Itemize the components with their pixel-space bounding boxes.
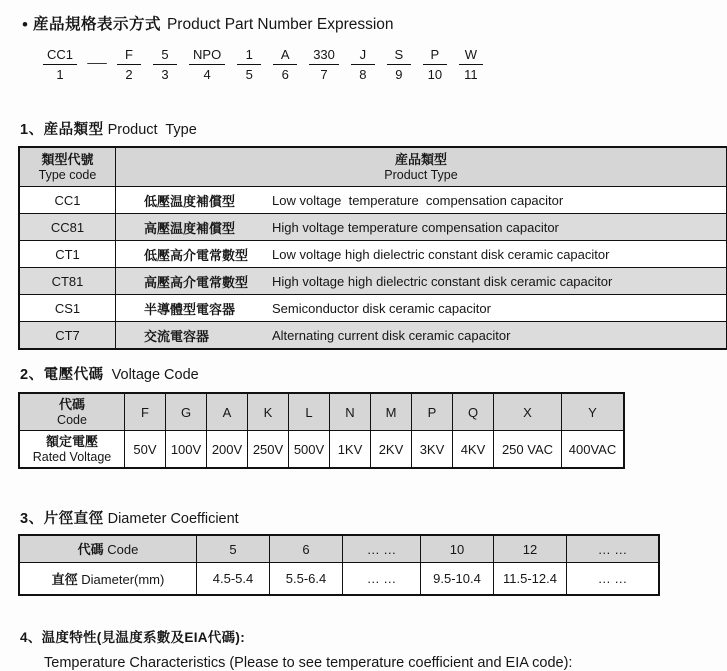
section1-heading bbox=[20, 118, 727, 139]
section1-heading-en: Product Type bbox=[103, 122, 197, 138]
voltage-code-cell: X bbox=[494, 393, 562, 431]
table-row bbox=[20, 187, 726, 214]
part-number-segment bbox=[381, 47, 417, 82]
voltage-code-cell: Y bbox=[562, 393, 625, 431]
diameter-code-cell: 10 bbox=[421, 535, 494, 563]
page-title-en: Product Part Number Expression bbox=[166, 16, 394, 33]
rated-voltage-cell: 50V bbox=[125, 431, 166, 469]
segment-code: F bbox=[117, 47, 141, 65]
segment-code: A bbox=[273, 47, 297, 65]
segment-position-number: 5 bbox=[245, 67, 253, 82]
diameter-value-cell: … … bbox=[567, 563, 660, 596]
voltage-code-cell: F bbox=[125, 393, 166, 431]
type-name-zh-cell: 高壓高介電常數型 bbox=[144, 274, 249, 290]
part-number-segment bbox=[37, 47, 83, 82]
diameter-code-header-row bbox=[19, 535, 659, 563]
part-number-segment bbox=[345, 47, 381, 82]
rated-voltage-cell: 1KV bbox=[330, 431, 371, 469]
type-code-cell: CC1 bbox=[20, 187, 116, 213]
table-row bbox=[20, 214, 726, 241]
rated-voltage-row bbox=[19, 431, 624, 469]
type-code-cell: CS1 bbox=[20, 295, 116, 321]
segment-position-number: 9 bbox=[395, 67, 403, 82]
part-number-segment bbox=[183, 47, 231, 82]
type-name-en-cell: High voltage temperature compensation capacitor bbox=[272, 219, 559, 235]
segment-position-number: 4 bbox=[203, 67, 211, 82]
segment-code: J bbox=[351, 47, 375, 65]
diameter-code-cell: … … bbox=[343, 535, 421, 563]
section2-heading-en: Voltage Code bbox=[103, 367, 199, 383]
section4-english-line: Temperature Characteristics (Please to see temperature coefficient and EIA code): bbox=[44, 655, 573, 671]
product-type-table bbox=[18, 146, 727, 350]
segment-position-number: 6 bbox=[281, 67, 289, 82]
bullet-icon: • bbox=[22, 15, 28, 34]
type-name-zh-cell: 高壓温度補償型 bbox=[144, 220, 236, 236]
type-name-zh-cell: 交流電容器 bbox=[144, 328, 210, 344]
type-name-zh-cell: 半導體型電容器 bbox=[144, 301, 236, 317]
section3-heading-zh: 3、片徑直徑 bbox=[20, 511, 104, 527]
table-row bbox=[20, 241, 726, 268]
voltage-code-cell: K bbox=[248, 393, 289, 431]
table-row bbox=[20, 322, 726, 348]
section3-heading bbox=[20, 507, 727, 528]
rated-voltage-cell: 250 VAC bbox=[494, 431, 562, 469]
diameter-code-cell: 12 bbox=[494, 535, 567, 563]
product-type-table-header bbox=[20, 148, 726, 187]
section3-heading-en: Diameter Coefficient bbox=[103, 511, 239, 527]
segment-position-number: 7 bbox=[320, 67, 328, 82]
type-name-en-cell: Alternating current disk ceramic capacitor bbox=[272, 327, 511, 343]
rated-voltage-cell: 400VAC bbox=[562, 431, 625, 469]
rated-voltage-cell: 4KV bbox=[453, 431, 494, 469]
segment-position-number: 11 bbox=[464, 67, 478, 82]
segment-code: NPO bbox=[189, 47, 225, 65]
voltage-code-cell: Q bbox=[453, 393, 494, 431]
segment-code: 5 bbox=[153, 47, 177, 65]
rated-voltage-cell: 2KV bbox=[371, 431, 412, 469]
diameter-code-cell: 5 bbox=[197, 535, 270, 563]
part-number-segment bbox=[267, 47, 303, 82]
part-number-segment bbox=[83, 47, 111, 69]
section2-heading-zh: 2、電壓代碼 bbox=[20, 367, 104, 383]
section2-heading bbox=[20, 363, 727, 384]
segment-code: S bbox=[387, 47, 411, 65]
diameter-label-cell: 直徑 Diameter(mm) bbox=[19, 563, 197, 596]
page-title bbox=[22, 12, 727, 34]
type-name-en-cell: Low voltage temperature compensation capacitor bbox=[272, 192, 564, 208]
part-number-segment bbox=[111, 47, 147, 82]
type-code-header-cell: 類型代號 Type code bbox=[20, 148, 116, 186]
section4-heading: 4、温度特性(見温度系數及EIA代碼): bbox=[20, 630, 245, 645]
voltage-code-header-row bbox=[19, 393, 624, 431]
type-name-en-cell: Semiconductor disk ceramic capacitor bbox=[272, 300, 491, 316]
voltage-code-cell: M bbox=[371, 393, 412, 431]
voltage-code-cell: N bbox=[330, 393, 371, 431]
section1-heading-zh: 1、産品類型 bbox=[20, 122, 104, 138]
diameter-code-cell: 6 bbox=[270, 535, 343, 563]
segment-code: P bbox=[423, 47, 447, 65]
table-row bbox=[20, 268, 726, 295]
segment-position-number: 3 bbox=[161, 67, 169, 82]
type-code-cell: CT1 bbox=[20, 241, 116, 267]
type-name-en-cell: High voltage high dielectric constant disk ceramic capacitor bbox=[272, 273, 613, 289]
segment-code: CC1 bbox=[43, 47, 77, 65]
segment-code: W bbox=[459, 47, 483, 65]
page-title-zh: 産品規格表示方式 bbox=[32, 16, 161, 33]
type-name-en-cell: Low voltage high dielectric constant disk ceramic capacitor bbox=[272, 246, 610, 262]
diameter-value-cell: … … bbox=[343, 563, 421, 596]
voltage-code-cell: P bbox=[412, 393, 453, 431]
product-type-header-cell: 産品類型 Product Type bbox=[384, 152, 458, 182]
part-number-segment bbox=[147, 47, 183, 82]
rated-voltage-cell: 250V bbox=[248, 431, 289, 469]
diameter-coefficient-table bbox=[18, 534, 660, 596]
part-number-segment bbox=[453, 47, 489, 82]
segment-position-number: 8 bbox=[359, 67, 367, 82]
type-name-zh-cell: 低壓高介電常數型 bbox=[144, 247, 249, 263]
diameter-value-cell: 5.5-6.4 bbox=[270, 563, 343, 596]
product-type-table-body bbox=[20, 187, 726, 348]
type-code-cell: CT81 bbox=[20, 268, 116, 294]
diameter-code-label-cell: 代碼 Code bbox=[19, 535, 197, 563]
voltage-code-cell: A bbox=[207, 393, 248, 431]
diameter-value-cell: 4.5-5.4 bbox=[197, 563, 270, 596]
type-code-cell: CC81 bbox=[20, 214, 116, 240]
rated-voltage-cell: 200V bbox=[207, 431, 248, 469]
voltage-code-cell: L bbox=[289, 393, 330, 431]
diameter-code-cell: … … bbox=[567, 535, 660, 563]
type-code-cell: CT7 bbox=[20, 322, 116, 348]
type-name-zh-cell: 低壓温度補償型 bbox=[144, 193, 236, 209]
segment-position-number: 1 bbox=[56, 67, 64, 82]
diameter-value-cell: 9.5-10.4 bbox=[421, 563, 494, 596]
segment-position-number: 2 bbox=[125, 67, 133, 82]
part-number-segment bbox=[303, 47, 345, 82]
rated-voltage-cell: 3KV bbox=[412, 431, 453, 469]
code-label-cell: 代碼 Code bbox=[19, 393, 125, 431]
voltage-code-cell: G bbox=[166, 393, 207, 431]
rated-voltage-cell: 100V bbox=[166, 431, 207, 469]
part-number-expression bbox=[37, 47, 727, 82]
part-number-segment bbox=[417, 47, 453, 82]
segment-position-number: 10 bbox=[427, 67, 443, 82]
rated-voltage-cell: 500V bbox=[289, 431, 330, 469]
rated-voltage-label-cell: 額定電壓 Rated Voltage bbox=[19, 431, 125, 469]
table-row bbox=[20, 295, 726, 322]
dash-separator: — bbox=[87, 54, 107, 70]
voltage-code-table bbox=[18, 392, 625, 469]
diameter-value-cell: 11.5-12.4 bbox=[494, 563, 567, 596]
segment-code: 330 bbox=[309, 47, 339, 65]
part-number-segment bbox=[231, 47, 267, 82]
diameter-value-row bbox=[19, 563, 659, 596]
segment-code: 1 bbox=[237, 47, 261, 65]
